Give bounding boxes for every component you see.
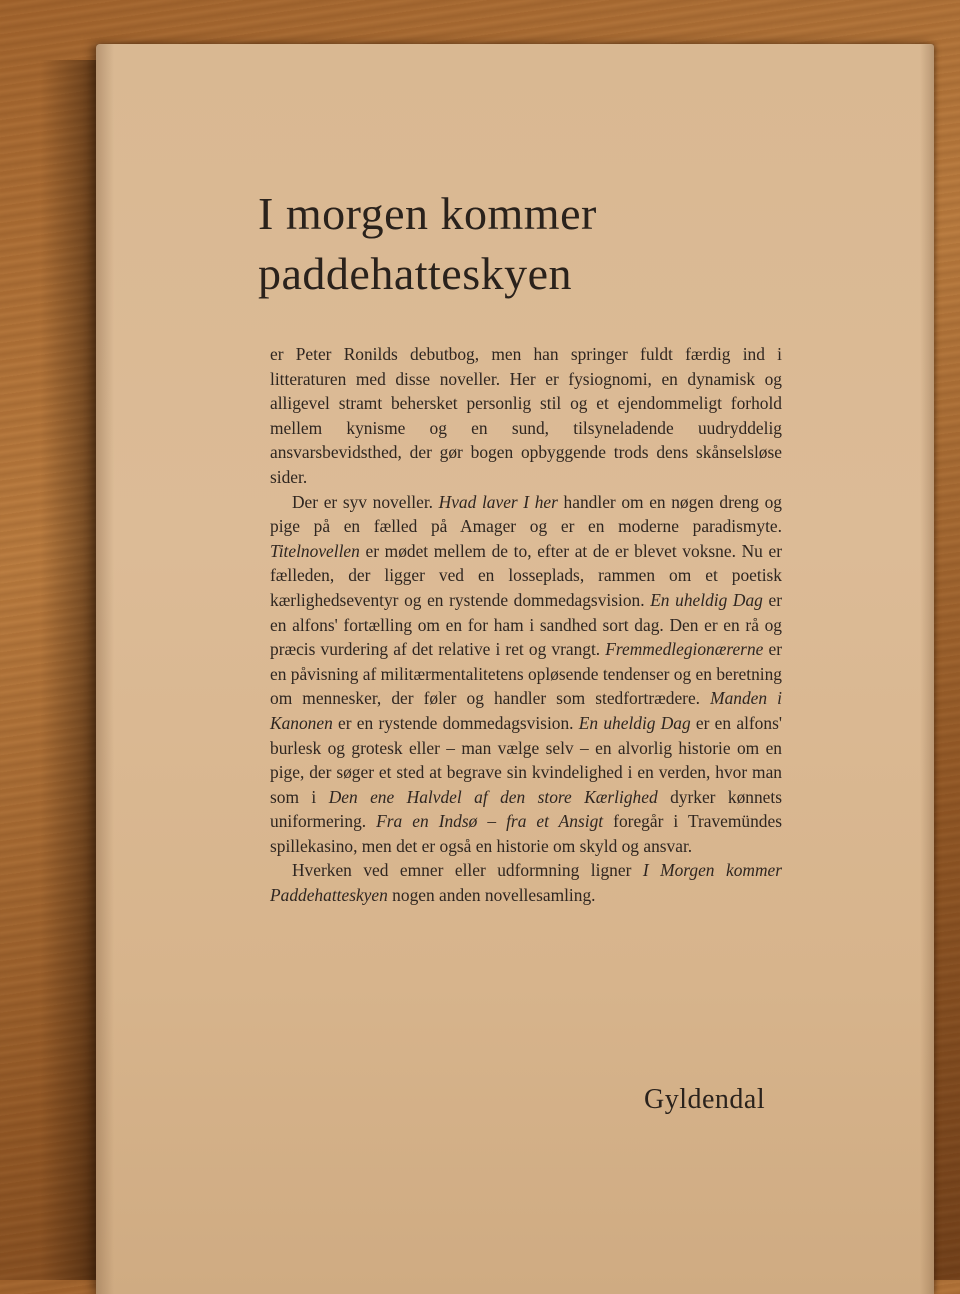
- title-line-2: paddehatteskyen: [258, 248, 573, 299]
- italic-title-run: Den ene Halvdel af den store Kærlighed: [328, 786, 658, 807]
- publisher-name: Gyldendal: [644, 1084, 766, 1115]
- blurb-paragraph: [270, 858, 782, 907]
- italic-title-run: Titelnovellen: [270, 540, 360, 561]
- text-run: Der er syv noveller.: [292, 491, 439, 512]
- italic-title-run: Hvad laver I her: [438, 491, 558, 512]
- text-run: er Peter Ronilds debutbog, men han springer fuldt færdig ind i litteraturen med disse noveller. Her er fysiognomi, en dynamisk og alligevel stramt behersket personlig stil og et ejendommeligt forhold mellem kynisme og en sund, tilsyneladende uudryddelig ansvarsbevidsthed, der gør bogen opbyggende trods dens skånselsløse sider.: [270, 344, 782, 487]
- table-shadow: [40, 60, 100, 1280]
- book-title: [258, 184, 597, 304]
- text-run: er en alfons' fortælling om en for ham i sandhed sort dag. Den er en rå og præcis vurdering af det relative i ret og vrangt.: [270, 589, 782, 660]
- text-run: er en påvisning af militærmentalitetens opløsende tendenser og en beretning om mennesker, der føler og handler som stedfortrædere.: [270, 639, 782, 709]
- text-run: handler om en nøgen dreng og pige på en fælled på Amager og er en moderne paradismyte.: [270, 491, 782, 537]
- book-back-cover: [96, 44, 934, 1294]
- text-run: er mødet mellem de to, efter at de er blevet voksne. Nu er fælleden, der ligger ved en losseplads, rammen om et poetisk kærlighedseventyr og en rystende dommedagsvision.: [270, 540, 782, 610]
- italic-title-run: Manden i Kanonen: [270, 688, 782, 733]
- italic-title-run: Fra en Indsø – fra et Ansigt: [376, 811, 604, 832]
- text-run: dyrker kønnets uniformering.: [270, 786, 782, 832]
- italic-title-run: En uheldig Dag: [578, 712, 691, 733]
- italic-title-run: Fremmedlegionærerne: [605, 639, 764, 660]
- italic-title-run: En uheldig Dag: [650, 589, 763, 610]
- italic-title-run: I Morgen kommer Paddehatteskyen: [270, 860, 782, 906]
- blurb-paragraph: [270, 342, 782, 490]
- text-run: er en rystende dommedagsvision.: [332, 712, 579, 733]
- title-line-1: I morgen kommer: [258, 188, 597, 239]
- text-run: Hverken ved emner eller udformning ligner: [292, 860, 643, 881]
- text-run: foregår i Travemündes spillekasino, men det er også en historie om skyld og ansvar.: [270, 811, 782, 856]
- text-run: er en alfons' burlesk og grotesk eller – man vælge selv – en alvorlig historie om en pige, der søger et sted at begrave sin kvindelighed i en verden, hvor man som i: [270, 712, 782, 807]
- blurb-text: [270, 342, 782, 908]
- blurb-paragraph: [270, 490, 782, 859]
- text-run: nogen anden novellesamling.: [387, 885, 596, 906]
